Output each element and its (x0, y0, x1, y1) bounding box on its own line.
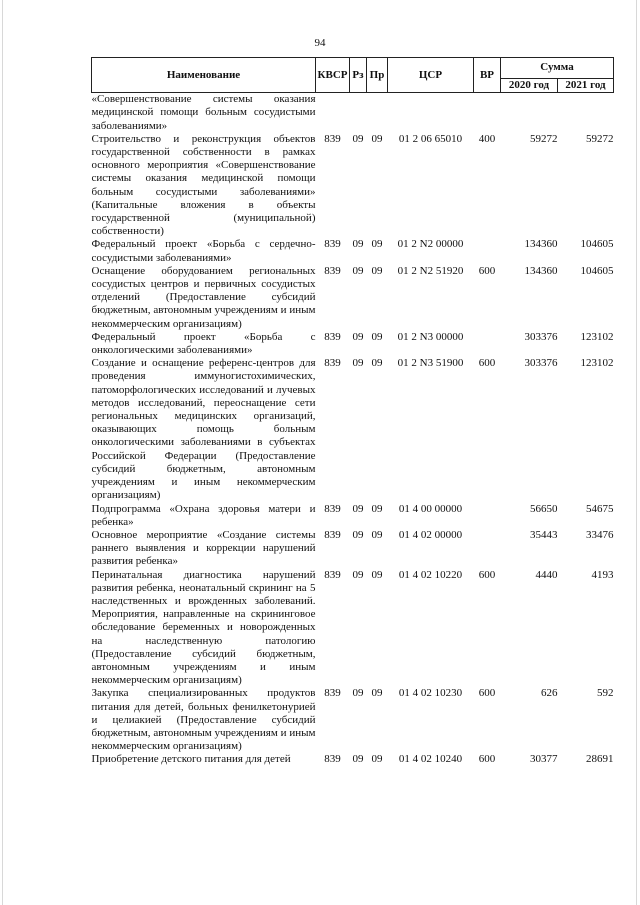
row-rz: 09 (352, 357, 364, 370)
row-csr: 01 2 06 65010 (398, 132, 463, 145)
row-sum-2021: 28691 (586, 753, 614, 766)
row-vr: 600 (478, 357, 496, 370)
row-sum-2020: 626 (541, 687, 558, 700)
scan-edge-right (636, 0, 637, 905)
row-name: Подпрограмма «Охрана здоровья матери и ребенка» (91, 502, 316, 528)
header-year-2020: 2020 год (501, 79, 558, 93)
table-row (92, 503, 614, 529)
row-vr (474, 238, 501, 264)
table-row (92, 93, 614, 133)
table-row (92, 331, 614, 357)
row-sum-2021: 59272 (586, 132, 614, 145)
row-kvsr (316, 93, 350, 133)
row-csr: 01 4 02 10220 (398, 568, 463, 581)
header-name: Наименование (92, 58, 316, 93)
row-sum-2021: 54675 (586, 502, 614, 515)
header-sum: Сумма (501, 58, 614, 79)
row-vr: 600 (478, 568, 496, 581)
row-kvsr: 839 (324, 568, 341, 581)
row-rz: 09 (352, 330, 364, 343)
row-sum-2020 (501, 93, 558, 133)
row-sum-2021: 33476 (586, 528, 614, 541)
row-csr: 01 2 N3 51900 (397, 357, 464, 370)
header-vr: ВР (474, 58, 501, 93)
row-rz: 09 (352, 502, 364, 515)
row-kvsr: 839 (324, 330, 341, 343)
row-rz: 09 (352, 687, 364, 700)
row-csr: 01 2 N3 00000 (397, 330, 464, 343)
row-csr: 01 4 02 00000 (398, 528, 463, 541)
row-name: Федеральный проект «Борьба с онкологическими заболеваниями» (91, 330, 316, 357)
table-row (92, 687, 614, 753)
row-sum-2020: 35443 (530, 528, 558, 541)
row-sum-2020: 4440 (535, 568, 558, 581)
row-rz: 09 (352, 568, 364, 581)
row-kvsr: 839 (324, 502, 341, 515)
row-pr: 09 (371, 528, 383, 541)
row-name: Перинатальная диагностика нарушений развития ребенка, неонатальный скрининг на 5 наследственных и врожденных заболеваний. Мероприятия, направленные на скрининговое обследование беременных и новорожденных на наследственную патологию (Предоставление субсидий бюджетным, автономным учреждениям и иным некоммерческим организациям) (91, 568, 316, 687)
row-kvsr: 839 (324, 264, 341, 277)
row-sum-2020: 303376 (524, 330, 558, 343)
page-number: 94 (314, 37, 326, 49)
row-rz: 09 (352, 528, 364, 541)
table-row (92, 753, 614, 766)
row-pr: 09 (371, 687, 383, 700)
row-rz: 09 (352, 753, 364, 766)
row-rz (350, 93, 367, 133)
table-row (92, 265, 614, 331)
row-vr (474, 93, 501, 133)
budget-table (91, 57, 614, 767)
row-sum-2021: 592 (597, 687, 614, 700)
row-sum-2021 (558, 93, 614, 133)
row-name: Строительство и реконструкция объектов государственной собственности в рамках основного мероприятия «Совершенствование системы оказания медицинской помощи больным сосудистыми заболеваниями» (Капитальные вложения в объекты государственной (муниципальной) собственности) (91, 132, 316, 238)
row-sum-2021: 123102 (580, 330, 614, 343)
row-sum-2020: 303376 (524, 357, 558, 370)
row-sum-2020: 134360 (524, 238, 558, 251)
row-vr: 600 (478, 264, 496, 277)
row-sum-2020: 56650 (530, 502, 558, 515)
row-sum-2021: 4193 (591, 568, 614, 581)
row-kvsr: 839 (324, 238, 341, 251)
row-csr: 01 4 00 00000 (398, 502, 463, 515)
row-pr: 09 (371, 264, 383, 277)
row-csr: 01 2 N2 00000 (397, 238, 464, 251)
row-kvsr: 839 (324, 357, 341, 370)
row-sum-2021: 104605 (580, 264, 614, 277)
table-row (92, 133, 614, 239)
row-csr: 01 4 02 10240 (398, 753, 463, 766)
table-row (92, 529, 614, 569)
row-rz: 09 (352, 238, 364, 251)
header-kvsr: КВСР (316, 58, 350, 93)
row-pr: 09 (371, 330, 383, 343)
row-csr: 01 2 N2 51920 (397, 264, 464, 277)
header-csr: ЦСР (388, 58, 474, 93)
row-sum-2021: 104605 (580, 238, 614, 251)
row-pr: 09 (371, 238, 383, 251)
row-rz: 09 (352, 264, 364, 277)
row-vr: 400 (478, 132, 496, 145)
row-name: «Совершенствование системы оказания медицинской помощи больным сосудистыми заболеваниями» (91, 93, 316, 132)
table-body (92, 93, 614, 767)
row-pr: 09 (371, 753, 383, 766)
row-sum-2020: 134360 (524, 264, 558, 277)
row-vr: 600 (478, 753, 496, 766)
row-pr: 09 (371, 357, 383, 370)
row-rz: 09 (352, 132, 364, 145)
row-name: Федеральный проект «Борьба с сердечно-сосудистыми заболеваниями» (91, 238, 316, 264)
row-name: Приобретение детского питания для детей (91, 753, 291, 766)
row-kvsr: 839 (324, 753, 341, 766)
header-year-2021: 2021 год (558, 79, 614, 93)
row-pr (367, 93, 388, 133)
row-sum-2020: 59272 (530, 132, 558, 145)
row-vr (474, 503, 501, 529)
row-csr: 01 4 02 10230 (398, 687, 463, 700)
row-csr (388, 93, 474, 133)
row-vr: 600 (478, 687, 496, 700)
row-name: Создание и оснащение референс-центров для проведения иммуногистохимических, патоморфологических исследований и лучевых методов исследований, переоснащение сети региональных медицинских организаций, оказывающих помощь больным онкологическими заболеваниями в субъектах Российской Федерации (Предоставление субсидий бюджетным, автономным учреждениям и иным некоммерческим организациям) (91, 357, 316, 502)
row-kvsr: 839 (324, 528, 341, 541)
table-row (92, 357, 614, 502)
row-pr: 09 (371, 568, 383, 581)
row-pr: 09 (371, 502, 383, 515)
row-vr (474, 331, 501, 357)
table-row (92, 238, 614, 264)
row-name: Оснащение оборудованием региональных сосудистых центров и первичных сосудистых отделений (Предоставление субсидий бюджетным, автономным учреждениям и иным некоммерческим организациям) (91, 264, 316, 330)
row-pr: 09 (371, 132, 383, 145)
row-name: Закупка специализированных продуктов питания для детей, больных фенилкетонурией и целиакией (Предоставление субсидий бюджетным, автономным учреждениям и иным некоммерческим организациям) (91, 687, 316, 753)
row-name: Основное мероприятие «Создание системы раннего выявления и коррекции нарушений развития ребенка» (91, 528, 316, 568)
row-kvsr: 839 (324, 132, 341, 145)
header-pr: Пр (367, 58, 388, 93)
row-kvsr: 839 (324, 687, 341, 700)
scan-edge-left (2, 0, 3, 905)
table-row (92, 569, 614, 688)
row-vr (474, 529, 501, 569)
row-sum-2020: 30377 (530, 753, 558, 766)
row-sum-2021: 123102 (580, 357, 614, 370)
header-rz: Рз (350, 58, 367, 93)
